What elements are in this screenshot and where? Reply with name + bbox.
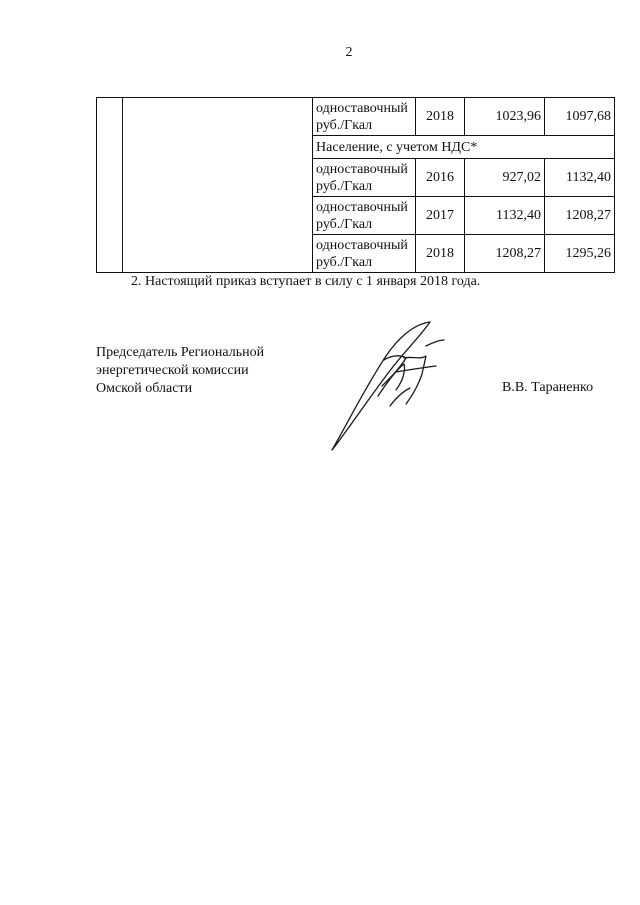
handwritten-signature [326, 316, 446, 454]
year-cell: 2016 [416, 159, 465, 197]
signer-title-line: Председатель Региональной [96, 345, 265, 360]
tariff-type-cell: одноставочный руб./Гкал [313, 235, 416, 273]
value-cell-second-half: 1132,40 [545, 159, 615, 197]
signer-title-line: Омской области [96, 381, 193, 396]
tariff-type-cell: одноставочный руб./Гкал [313, 98, 416, 136]
year-cell: 2017 [416, 197, 465, 235]
tariff-table [96, 97, 615, 273]
value-cell-second-half: 1208,27 [545, 197, 615, 235]
value-cell-first-half: 1208,27 [465, 235, 545, 273]
value-cell-first-half: 927,02 [465, 159, 545, 197]
value-cell-first-half: 1023,96 [465, 98, 545, 136]
value-cell-second-half: 1295,26 [545, 235, 615, 273]
signer-title-line: энергетической комиссии [96, 363, 249, 378]
table-cell-empty [97, 98, 123, 273]
effective-date-paragraph: 2. Настоящий приказ вступает в силу с 1 января 2018 года. [131, 274, 481, 289]
signer-title [96, 344, 264, 398]
table-cell-empty [123, 98, 313, 273]
page-number: 2 [345, 45, 353, 60]
tariff-type-cell: одноставочный руб./Гкал [313, 159, 416, 197]
year-cell: 2018 [416, 235, 465, 273]
table-row [97, 98, 615, 136]
signer-name: В.В. Тараненко [502, 380, 594, 395]
year-cell: 2018 [416, 98, 465, 136]
value-cell-first-half: 1132,40 [465, 197, 545, 235]
value-cell-second-half: 1097,68 [545, 98, 615, 136]
tariff-type-cell: одноставочный руб./Гкал [313, 197, 416, 235]
group-heading-cell: Население, с учетом НДС* [313, 136, 615, 159]
